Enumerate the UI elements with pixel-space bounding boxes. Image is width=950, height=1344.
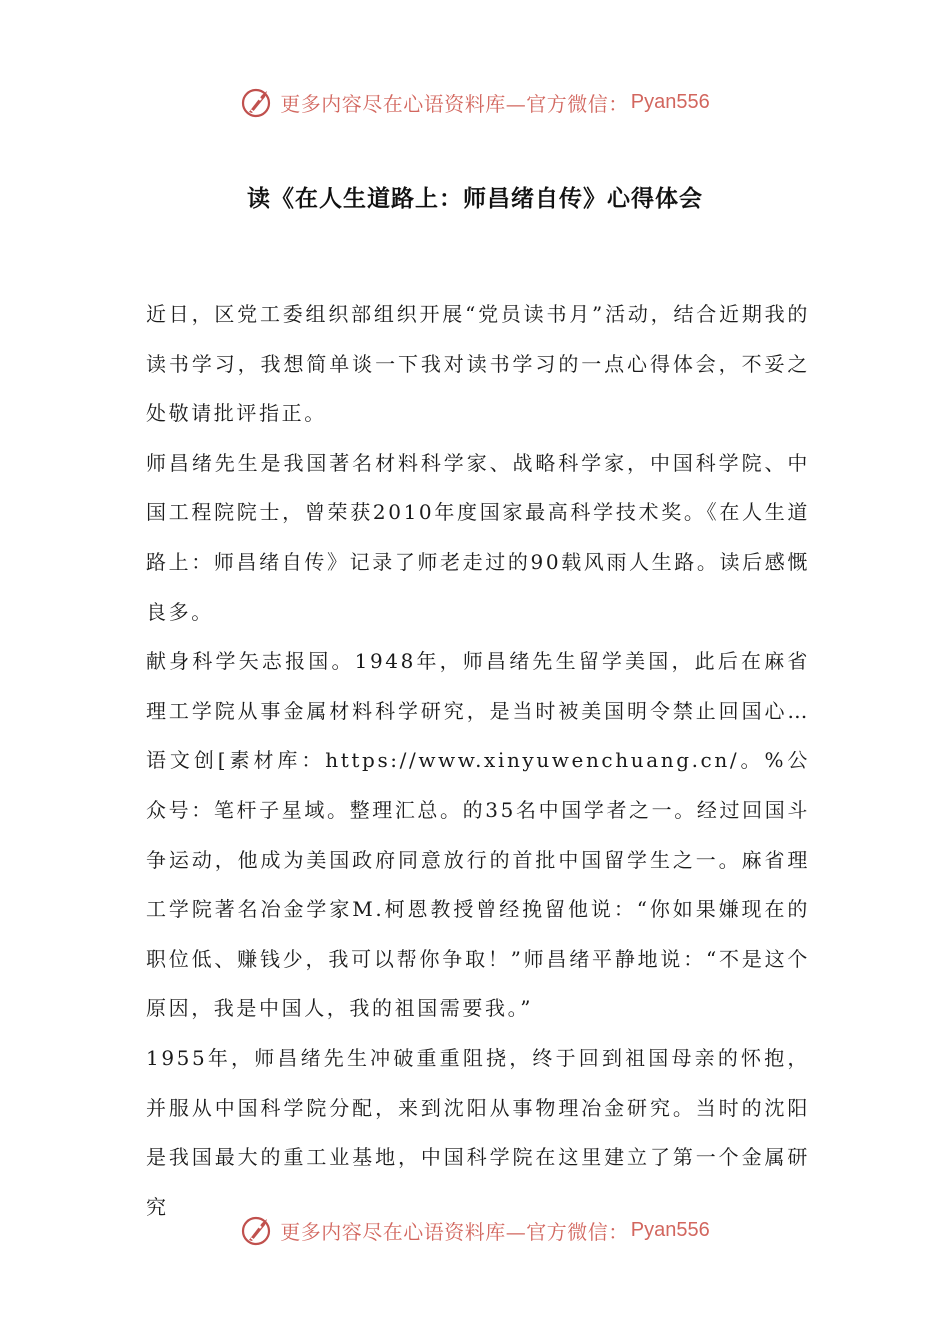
paragraph: 师昌绪先生是我国著名材料科学家、战略科学家，中国科学院、中国工程院院士，曾荣获2010年度国家最高科学技术奖。《在人生道路上：师昌绪自传》记录了师老走过的90载风雨人生路。读后感慨良多。 bbox=[146, 450, 810, 624]
document-title: 读《在人生道路上：师昌绪自传》心得体会 bbox=[247, 186, 703, 212]
watermark-text: 更多内容尽在心语资料库—官方微信： bbox=[280, 1219, 629, 1244]
watermark-wechat-id: Pyan556 bbox=[630, 1218, 710, 1241]
paragraph: 近日，区党工委组织部组织开展“党员读书月”活动，结合近期我的读书学习，我想简单谈一下我对读书学习的一点心得体会，不妥之处敬请批评指正。 bbox=[146, 302, 810, 426]
paragraph: 1955年，师昌绪先生冲破重重阻挠，终于回到祖国母亲的怀抱，并服从中国科学院分配，来到沈阳从事物理冶金研究。当时的沈阳是我国最大的重工业基地，中国科学院在这里建立了第一个金属研究 bbox=[146, 1045, 810, 1219]
pen-nib-logo-icon bbox=[240, 85, 274, 119]
header-watermark bbox=[0, 82, 950, 122]
document-body bbox=[146, 290, 810, 1232]
paragraph: 献身科学矢志报国。1948年，师昌绪先生留学美国，此后在麻省理工学院从事金属材料科学研究，是当时被美国明令禁止回国心…语文创[素材库：https://www.xinyuwenchuang.cn/。%公众号：笔杆子星域。整理汇总。的35名中国学者之一。经过回国斗争运动，他成为美国政府同意放行的首批中国留学生之一。麻省理工学院著名冶金学家M.柯恩教授曾经挽留他说：“你如果嫌现在的职位低、赚钱少，我可以帮你争取！”师昌绪平静地说：“不是这个原因，我是中国人，我的祖国需要我。” bbox=[146, 649, 810, 1021]
watermark-wechat-id: Pyan556 bbox=[630, 90, 710, 113]
watermark-text: 更多内容尽在心语资料库—官方微信： bbox=[280, 91, 629, 116]
pen-nib-logo-icon bbox=[240, 1213, 274, 1247]
footer-watermark bbox=[0, 1210, 950, 1250]
